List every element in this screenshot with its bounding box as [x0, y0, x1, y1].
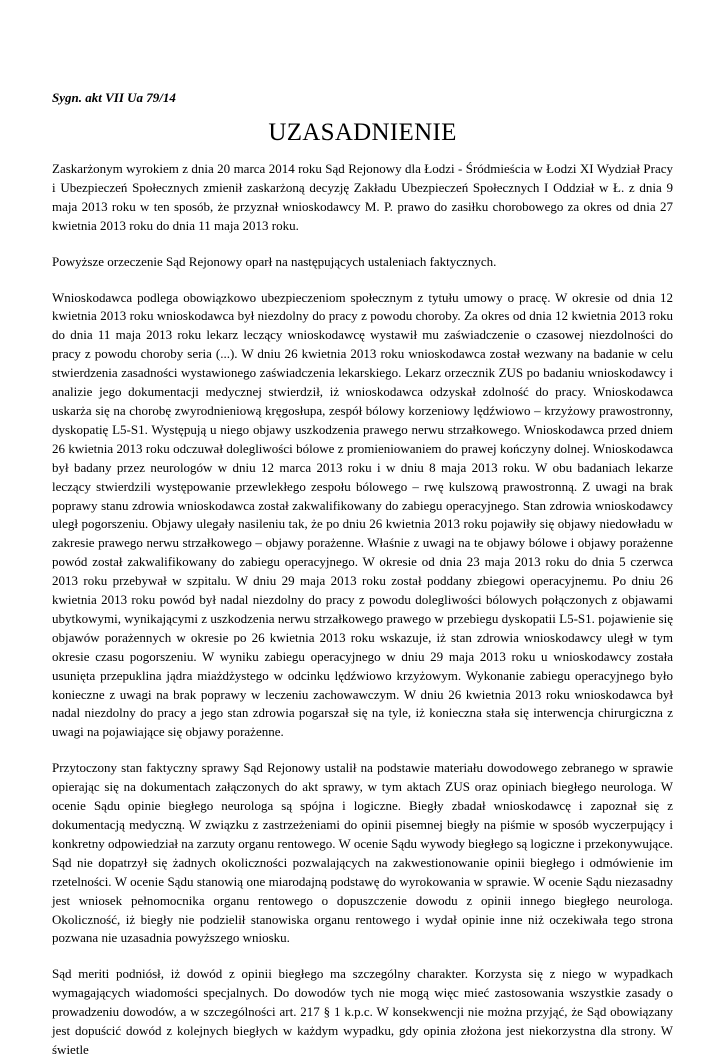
- document-title: UZASADNIENIE: [268, 119, 457, 146]
- paragraph-facts: Wnioskodawca podlega obowiązkowo ubezpieczeniom społecznym z tytułu umowy o pracę. W okresie od dnia 12 kwietnia 2013 roku wnioskodawca był niezdolny do pracy z powodu choroby. Za okres od dnia 12 kwietnia 2013 roku do dnia 11 maja 2013 roku lekarz leczący wnioskodawcę wystawił mu zaświadczenie o czasowej niezdolności do pracy z powodu choroby seria (...). W dniu 26 kwietnia 2013 roku wnioskodawca został wezwany na badanie w celu stwierdzenia zasadności wystawionego zaświadczenia lekarskiego. Lekarz orzecznik ZUS po badaniu wnioskodawcy i analizie jego dokumentacji medycznej stwierdził, iż wnioskodawca odzyskał zdolność do pracy. Wnioskodawca uskarża się na chorobę zwyrodnieniową kręgosłupa, zespół bólowy korzeniowy lędźwiowo – krzyżowy prawostronny, dyskopatię L5-S1. Występują u niego objawy uszkodzenia prawego nerwu strzałkowego. Wnioskodawca przed dniem 26 kwietnia 2013 roku odczuwał dolegliwości bólowe z promieniowaniem do prawej kończyny dolnej. Wnioskodawca był badany przez neurologów w dniu 12 marca 2013 roku i w dniu 8 maja 2013 roku. W obu badaniach lekarze leczący stwierdzili występowanie przewlekłego zespołu bólowego – rwę kulszową prawostronną. Z uwagi na brak poprawy stanu zdrowia wnioskodawca został zakwalifikowany do zabiegu operacyjnego. Stan zdrowia wnioskodawcy uległ pogorszeniu. Objawy ulegały nasileniu tak, że po dniu 26 kwietnia 2013 roku pojawiły się objawy niedowładu w zakresie prawego nerwu strzałkowego – objawy porażenne. Właśnie z uwagi na te objawy bólowe i objawy porażenne powód został zakwalifikowany do zabiegu operacyjnego. W okresie od dnia 23 maja 2013 roku do dnia 5 czerwca 2013 roku przebywał w szpitalu. W dniu 29 maja 2013 roku został poddany zbiegowi operacyjnemu. Po dniu 26 kwietnia 2013 roku powód był nadal niezdolny do pracy z powodu dolegliwości bólowych połączonych z objawami ubytkowymi, wynikającymi z uszkodzenia nerwu strzałkowego prawego w przebiegu dyskopatii L5-S1. pojawienie się objawów porażennych w okresie po 26 kwietnia 2013 roku wskazuje, iż stan zdrowia wnioskodawcy uległ w tym okresie czasu pogorszeniu. W wyniku zabiegu operacyjnego w dniu 29 maja 2013 roku u wnioskodawcy została usunięta przepuklina jądra miażdżystego w odcinku lędźwiowo krzyżowym. Wykonanie zabiegu operacyjnego było konieczne z uwagi na brak poprawy w leczeniu zachowawczym. W dniu 26 kwietnia 2013 roku wnioskodawca był nadal niezdolny do pracy a jego stan zdrowia pogarszał się na tyle, iż konieczna stała się interwencja chirurgiczna z uwagi na pojawiające się objawy porażenne.: [52, 289, 673, 740]
- paragraph-judgment: Zaskarżonym wyrokiem z dnia 20 marca 2014 roku Sąd Rejonowy dla Łodzi - Śródmieścia w Łodzi XI Wydział Pracy i Ubezpieczeń Społecznych zmienił zaskarżoną decyzję Zakładu Ubezpieczeń Społecznych I Oddział w Ł. z dnia 9 maja 2013 roku w ten sposób, że przyznał wnioskodawcy M. P. prawo do zasiłku chorobowego za okres od dnia 27 kwietnia 2013 roku do dnia 11 maja 2013 roku.: [52, 161, 673, 233]
- paragraph-basis: Powyższe orzeczenie Sąd Rejonowy oparł na następujących ustaleniach faktycznych.: [52, 253, 497, 269]
- case-reference: Sygn. akt VII Ua 79/14: [52, 90, 176, 105]
- paragraph-evidence: Przytoczony stan faktyczny sprawy Sąd Rejonowy ustalił na podstawie materiału dowodowego zebranego w sprawie opierając się na dokumentach załączonych do akt sprawy, w tym aktach ZUS oraz opiniach biegłego neurologa. W ocenie Sądu opinie biegłego neurologa są spójna i logiczne. Biegły zbadał wnioskodawcę i zapoznał się z dokumentacją medyczną. W związku z zastrzeżeniami do opinii pisemnej biegły na piśmie w sposób wyczerpujący i konkretny odpowiedział na zarzuty organu rentowego. W ocenie Sądu wywody biegłego są logiczne i przekonywujące. Sąd nie dopatrzył się żadnych okoliczności pozwalających na zakwestionowanie opinii biegłego i odmówienie im rzetelności. W ocenie Sądu stanowią one miarodajną podstawę do wyrokowania w sprawie. W ocenie Sądu niezasadny jest wniosek pełnomocnika organu rentowego o dopuszczenie dowodu z opinii innego biegłego neurologa. Okoliczność, iż biegły nie podzielił stanowiska organu rentowego i wydał opinie inne niż oczekiwała tego strona pozwana nie uzasadnia powyższego wniosku.: [52, 760, 673, 946]
- paragraph-expert-opinion: Sąd meriti podniósł, iż dowód z opinii biegłego ma szczególny charakter. Korzysta się z niego w wypadkach wymagających wiadomości specjalnych. Do dowodów tych nie mogą więc mieć zastosowania wszystkie zasady o prowadzeniu dowodów, a w szczególności art. 217 § 1 k.p.c. W konsekwencji nie można przyjąć, że Sąd obowiązany jest dopuścić dowód z kolejnych biegłych w każdym wypadku, gdy opinia złożona jest niekorzystna dla strony. W świetle: [52, 966, 673, 1057]
